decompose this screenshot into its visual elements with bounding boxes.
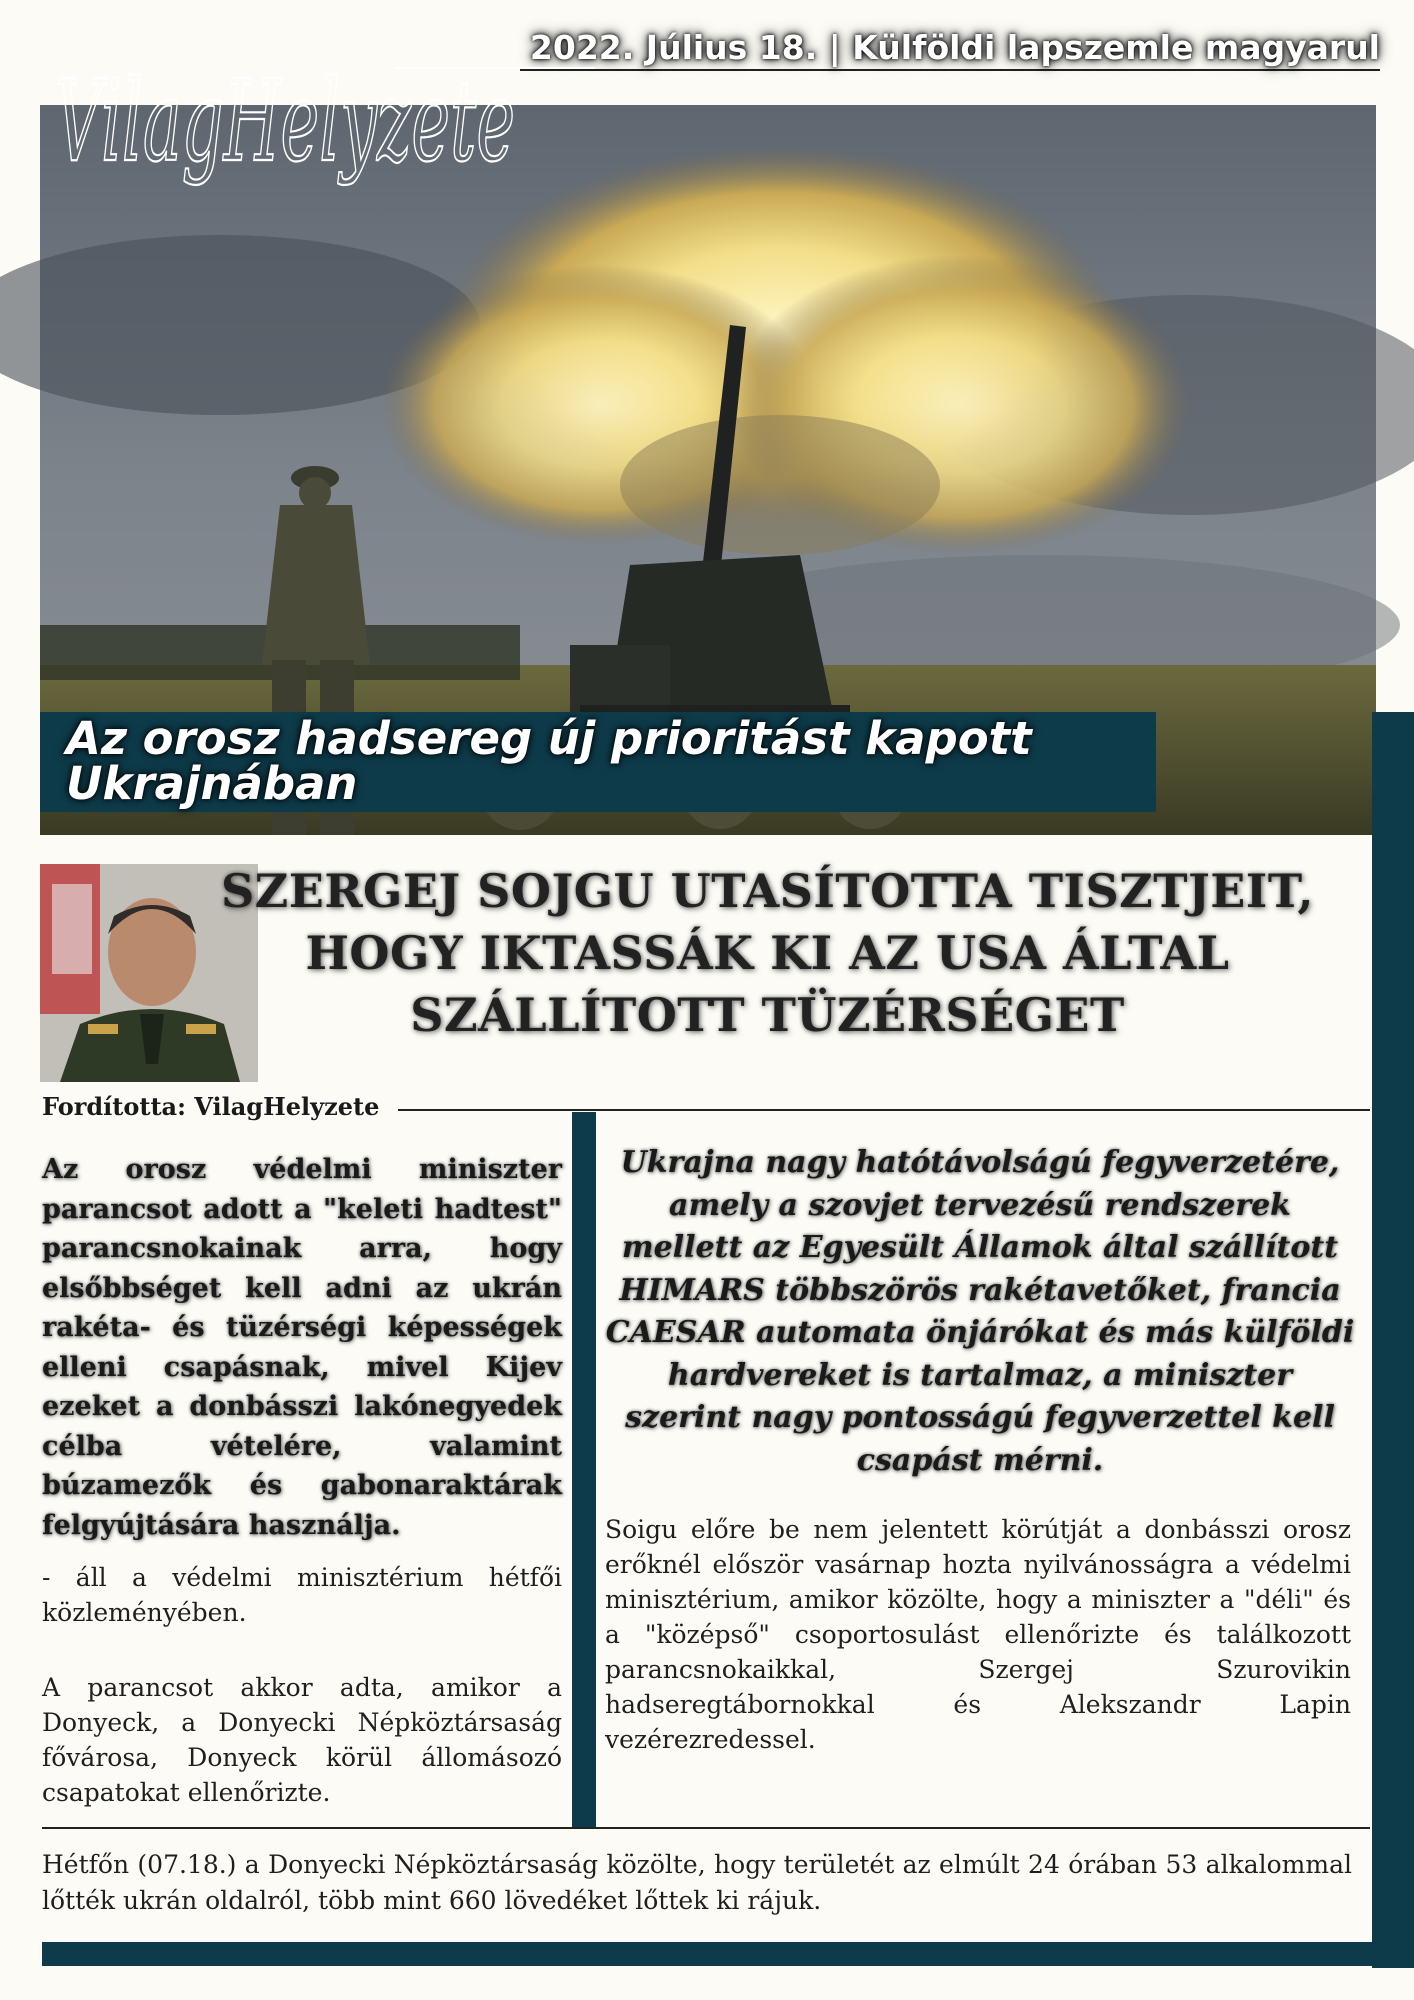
logo-text: VilagHelyzete [55, 57, 515, 187]
lead-paragraph-right: Ukrajna nagy hatótávolságú fegyverzetére, amely a szovjet tervezésű rendszerek mellett az Egyesült Államok által szállított HIMARS többszörös rakétavetőket, francia CAESAR automata önjárókat és más külföldi hardvereket is tartalmaz, a miniszter szerint nagy pontosságú fegyverzettel kell csapást mérni. [605, 1145, 1355, 1478]
body-paragraph-left-1: - áll a védelmi minisztérium hétfői közleményében. [42, 1563, 562, 1627]
headline: Az orosz hadsereg új prioritást kapott Ukrajnában [66, 712, 1032, 810]
article-subhead: SZERGEJ SOJGU UTASÍTOTTA TISZTJEIT, HOGY IKTASSÁK KI AZ USA ÁLTAL SZÁLLÍTOTT TÜZÉRSÉGET [220, 864, 1315, 1042]
body-paragraph-bottom: Hétfőn (07.18.) a Donyecki Népköztársaság közölte, hogy területét az elmúlt 24 órában 53 alkalommal lőtték ukrán oldalról, több mint 660 lövedéket lőttek ki rájuk. [42, 1850, 1352, 1915]
translator-credit: Fordította: VilagHelyzete [42, 1092, 380, 1121]
divider-rule [398, 1109, 1370, 1111]
column-divider [572, 1112, 596, 1828]
footer-bar [42, 1942, 1372, 1966]
body-paragraph-right: Soigu előre be nem jelentett körútját a donbásszi orosz erőknél először vasárnap hozta nyilvánosságra a védelmi minisztérium, amikor közölte, hogy a miniszter a "déli" és a "középső" csoportosulást ellenőrizte és találkozott parancsnokaikkal, Szergej Szurovikin hadseregtábornokkal és Alekszandr Lapin vezérezredessel. [605, 1515, 1351, 1754]
body-paragraph-left-2: A parancsot akkor adta, amikor a Donyeck, a Donyecki Népköztársaság fővárosa, Donyeck körül állomásozó csapatokat ellenőrizte. [42, 1673, 562, 1807]
bottom-divider-rule [42, 1827, 1370, 1829]
vilaghelyzete-logo [55, 20, 595, 210]
lead-paragraph-left: Az orosz védelmi miniszter parancsot adott a "keleti hadtest" parancsnokainak arra, hogy elsőbbséget kell adni az ukrán rakéta- és tüzérségi képességek elleni csapásnak, mivel Kijev ezeket a donbásszi lakónegyedek célba vételére, valamint búzamezők és gabonaraktárak felgyújtására használja. [42, 1154, 562, 1541]
dateline: 2022. Július 18. | Külföldi lapszemle magyarul [520, 28, 1380, 71]
right-accent-bar [1372, 712, 1414, 1968]
